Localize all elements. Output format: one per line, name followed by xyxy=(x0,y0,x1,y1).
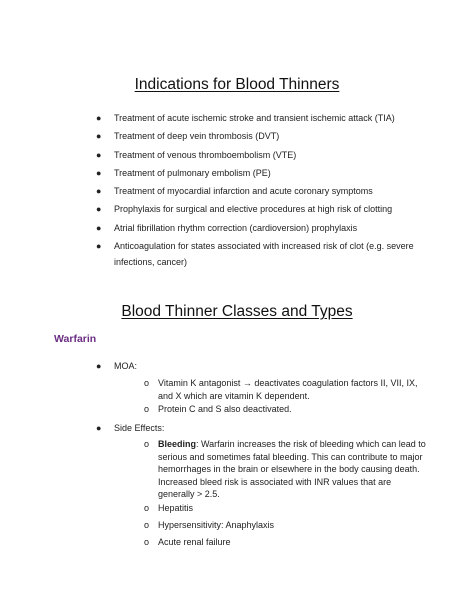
list-item-text: Treatment of pulmonary embolism (PE) xyxy=(114,167,271,178)
side-effects-item xyxy=(96,422,165,434)
side-effect-point xyxy=(144,502,426,515)
circle-bullet-icon: o xyxy=(144,378,150,388)
list-item xyxy=(96,201,426,217)
side-effect-text: Acute renal failure xyxy=(158,537,231,547)
list-item xyxy=(96,165,426,181)
side-effect-point xyxy=(144,438,426,501)
circle-bullet-icon: o xyxy=(144,520,150,530)
bullet-icon: ● xyxy=(96,167,102,178)
circle-bullet-icon: o xyxy=(144,503,150,513)
moa-point xyxy=(144,403,426,416)
bullet-icon: ● xyxy=(96,423,102,433)
list-item-text: Treatment of myocardial infarction and acute coronary symptoms xyxy=(114,186,373,197)
moa-item xyxy=(96,360,138,372)
bullet-icon: ● xyxy=(96,113,102,123)
side-effect-point xyxy=(144,536,426,549)
side-effect-point xyxy=(144,519,426,532)
side-effect-text: Hepatitis xyxy=(158,503,194,513)
list-item-text: Treatment of deep vein thrombosis (DVT) xyxy=(114,131,280,142)
page-title: Indications for Blood Thinners xyxy=(134,76,340,93)
bullet-icon: ● xyxy=(96,186,102,197)
circle-bullet-icon: o xyxy=(144,404,150,414)
moa-point xyxy=(144,377,426,402)
bullet-icon: ● xyxy=(96,241,102,252)
bleeding-label: Bleeding xyxy=(158,439,197,449)
bullet-icon: ● xyxy=(96,222,102,233)
list-item xyxy=(96,147,426,163)
list-item xyxy=(96,128,426,144)
bleeding-text: : Warfarin increases the risk of bleeding which can lead to serious and sometimes fatal bleeding. This can contribute to major hemorrhages in the brain or elsewhere in the body causing death. Increased bleed risk is associated with INR values that are generally > 2.5. xyxy=(158,439,426,500)
list-item xyxy=(96,220,426,236)
bullet-icon: ● xyxy=(96,131,102,142)
list-item xyxy=(96,238,426,270)
section-title: Blood Thinner Classes and Types xyxy=(121,303,353,320)
side-effect-text: Hypersensitivity: Anaphylaxis xyxy=(158,520,275,530)
list-item-text: Atrial fibrillation rhythm correction (cardioversion) prophylaxis xyxy=(114,222,358,233)
circle-bullet-icon: o xyxy=(144,439,150,449)
moa-point-text: Protein C and S also deactivated. xyxy=(158,404,292,414)
side-effects-label: Side Effects: xyxy=(114,423,165,433)
list-item-text: Treatment of acute ischemic stroke and transient ischemic attack (TIA) xyxy=(114,113,395,123)
indications-list xyxy=(96,110,426,272)
moa-label: MOA: xyxy=(114,361,138,371)
list-item xyxy=(96,183,426,199)
list-item-text: Treatment of venous thromboembolism (VTE) xyxy=(114,149,297,160)
bullet-icon: ● xyxy=(96,204,102,215)
moa-point-text: Vitamin K antagonist → deactivates coagulation factors II, VII, IX, and X which are vitamin K dependent. xyxy=(158,378,418,401)
list-item-text: Anticoagulation for states associated with increased risk of clot (e.g. severe infections, cancer) xyxy=(114,241,414,268)
list-item-text: Prophylaxis for surgical and elective procedures at high risk of clotting xyxy=(114,204,393,215)
circle-bullet-icon: o xyxy=(144,537,150,547)
list-item xyxy=(96,110,426,126)
bullet-icon: ● xyxy=(96,149,102,160)
warfarin-heading: Warfarin xyxy=(54,333,97,345)
bullet-icon: ● xyxy=(96,361,102,371)
